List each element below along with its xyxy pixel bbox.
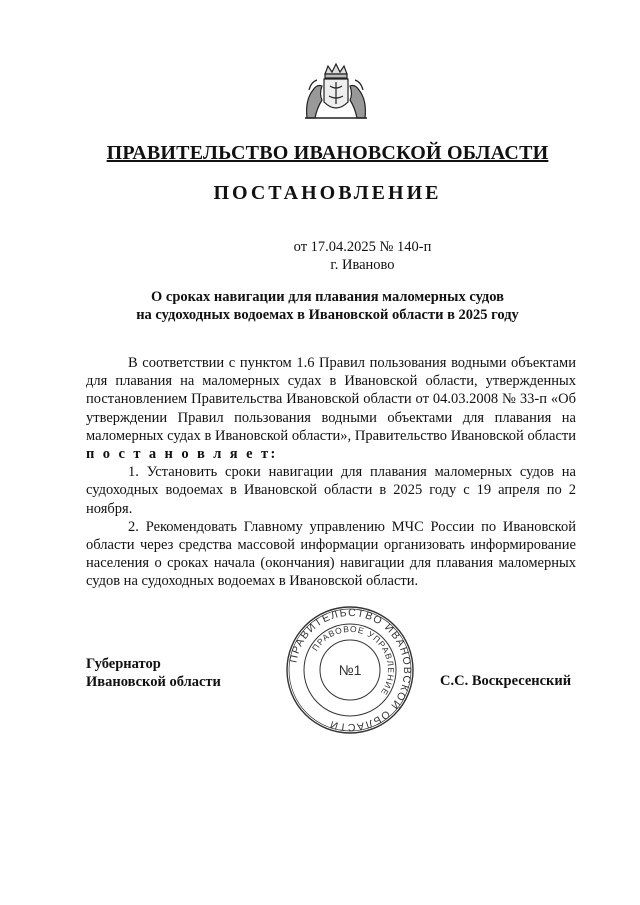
- official-seal: [284, 604, 416, 736]
- subject-line-1: О сроках навигации для плавания маломерных судов: [151, 289, 504, 305]
- svg-text:ПРАВОВОЕ УПРАВЛЕНИЕ: ПРАВОВОЕ УПРАВЛЕНИЕ: [309, 623, 397, 698]
- government-title: ПРАВИТЕЛЬСТВО ИВАНОВСКОЙ ОБЛАСТИ: [106, 142, 549, 164]
- document-meta: [60, 238, 595, 274]
- svg-text:№1: №1: [338, 662, 362, 678]
- item-2-paragraph: 2. Рекомендовать Главному управлению МЧС России по Ивановской области через средства массовой информации организовать информирование населения о сроках начала (окончания) навигации для плавания маломерных судов на судоходных водоемах в Ивановской области.: [86, 518, 576, 590]
- preamble-paragraph: [86, 354, 576, 463]
- document-body: [86, 354, 576, 591]
- signatory-name: С.С. Воскресенский: [440, 673, 572, 689]
- document-type-title: ПОСТАНОВЛЕНИЕ: [213, 182, 442, 204]
- item-1-paragraph: 1. Установить сроки навигации для плавания маломерных судов на судоходных водоемах в Ивановской области в 2025 году с 19 апреля по 2 ноября.: [86, 464, 576, 517]
- coat-of-arms-emblem: [295, 60, 377, 124]
- signatory-position-line-1: Губернатор: [86, 656, 161, 672]
- document-city: г. Иваново: [330, 257, 395, 273]
- document-subject: [110, 288, 545, 324]
- document-date-number: от 17.04.2025 № 140-п: [293, 239, 432, 255]
- svg-text:ПРАВИТЕЛЬСТВО ИВАНОВСКОЙ ОБЛАС: ПРАВИТЕЛЬСТВО ИВАНОВСКОЙ ОБЛАСТИ: [287, 606, 414, 734]
- signatory-position: [86, 655, 221, 691]
- decree-word: п о с т а н о в л я е т:: [86, 446, 278, 463]
- preamble-text: В соответствии с пунктом 1.6 Правил пользования водными объектами для плавания на маломерных судах в Ивановской области, утвержденных постановлением Правительства Ивановской области от 04.03.2008 № 33-п «Об утверждении Правил пользования водными объектами для плавания на маломерных судах в Ивановской области», Правительство Ивановской области: [86, 355, 576, 444]
- subject-line-2: на судоходных водоемах в Ивановской области в 2025 году: [136, 307, 519, 323]
- signatory-position-line-2: Ивановской области: [86, 674, 221, 690]
